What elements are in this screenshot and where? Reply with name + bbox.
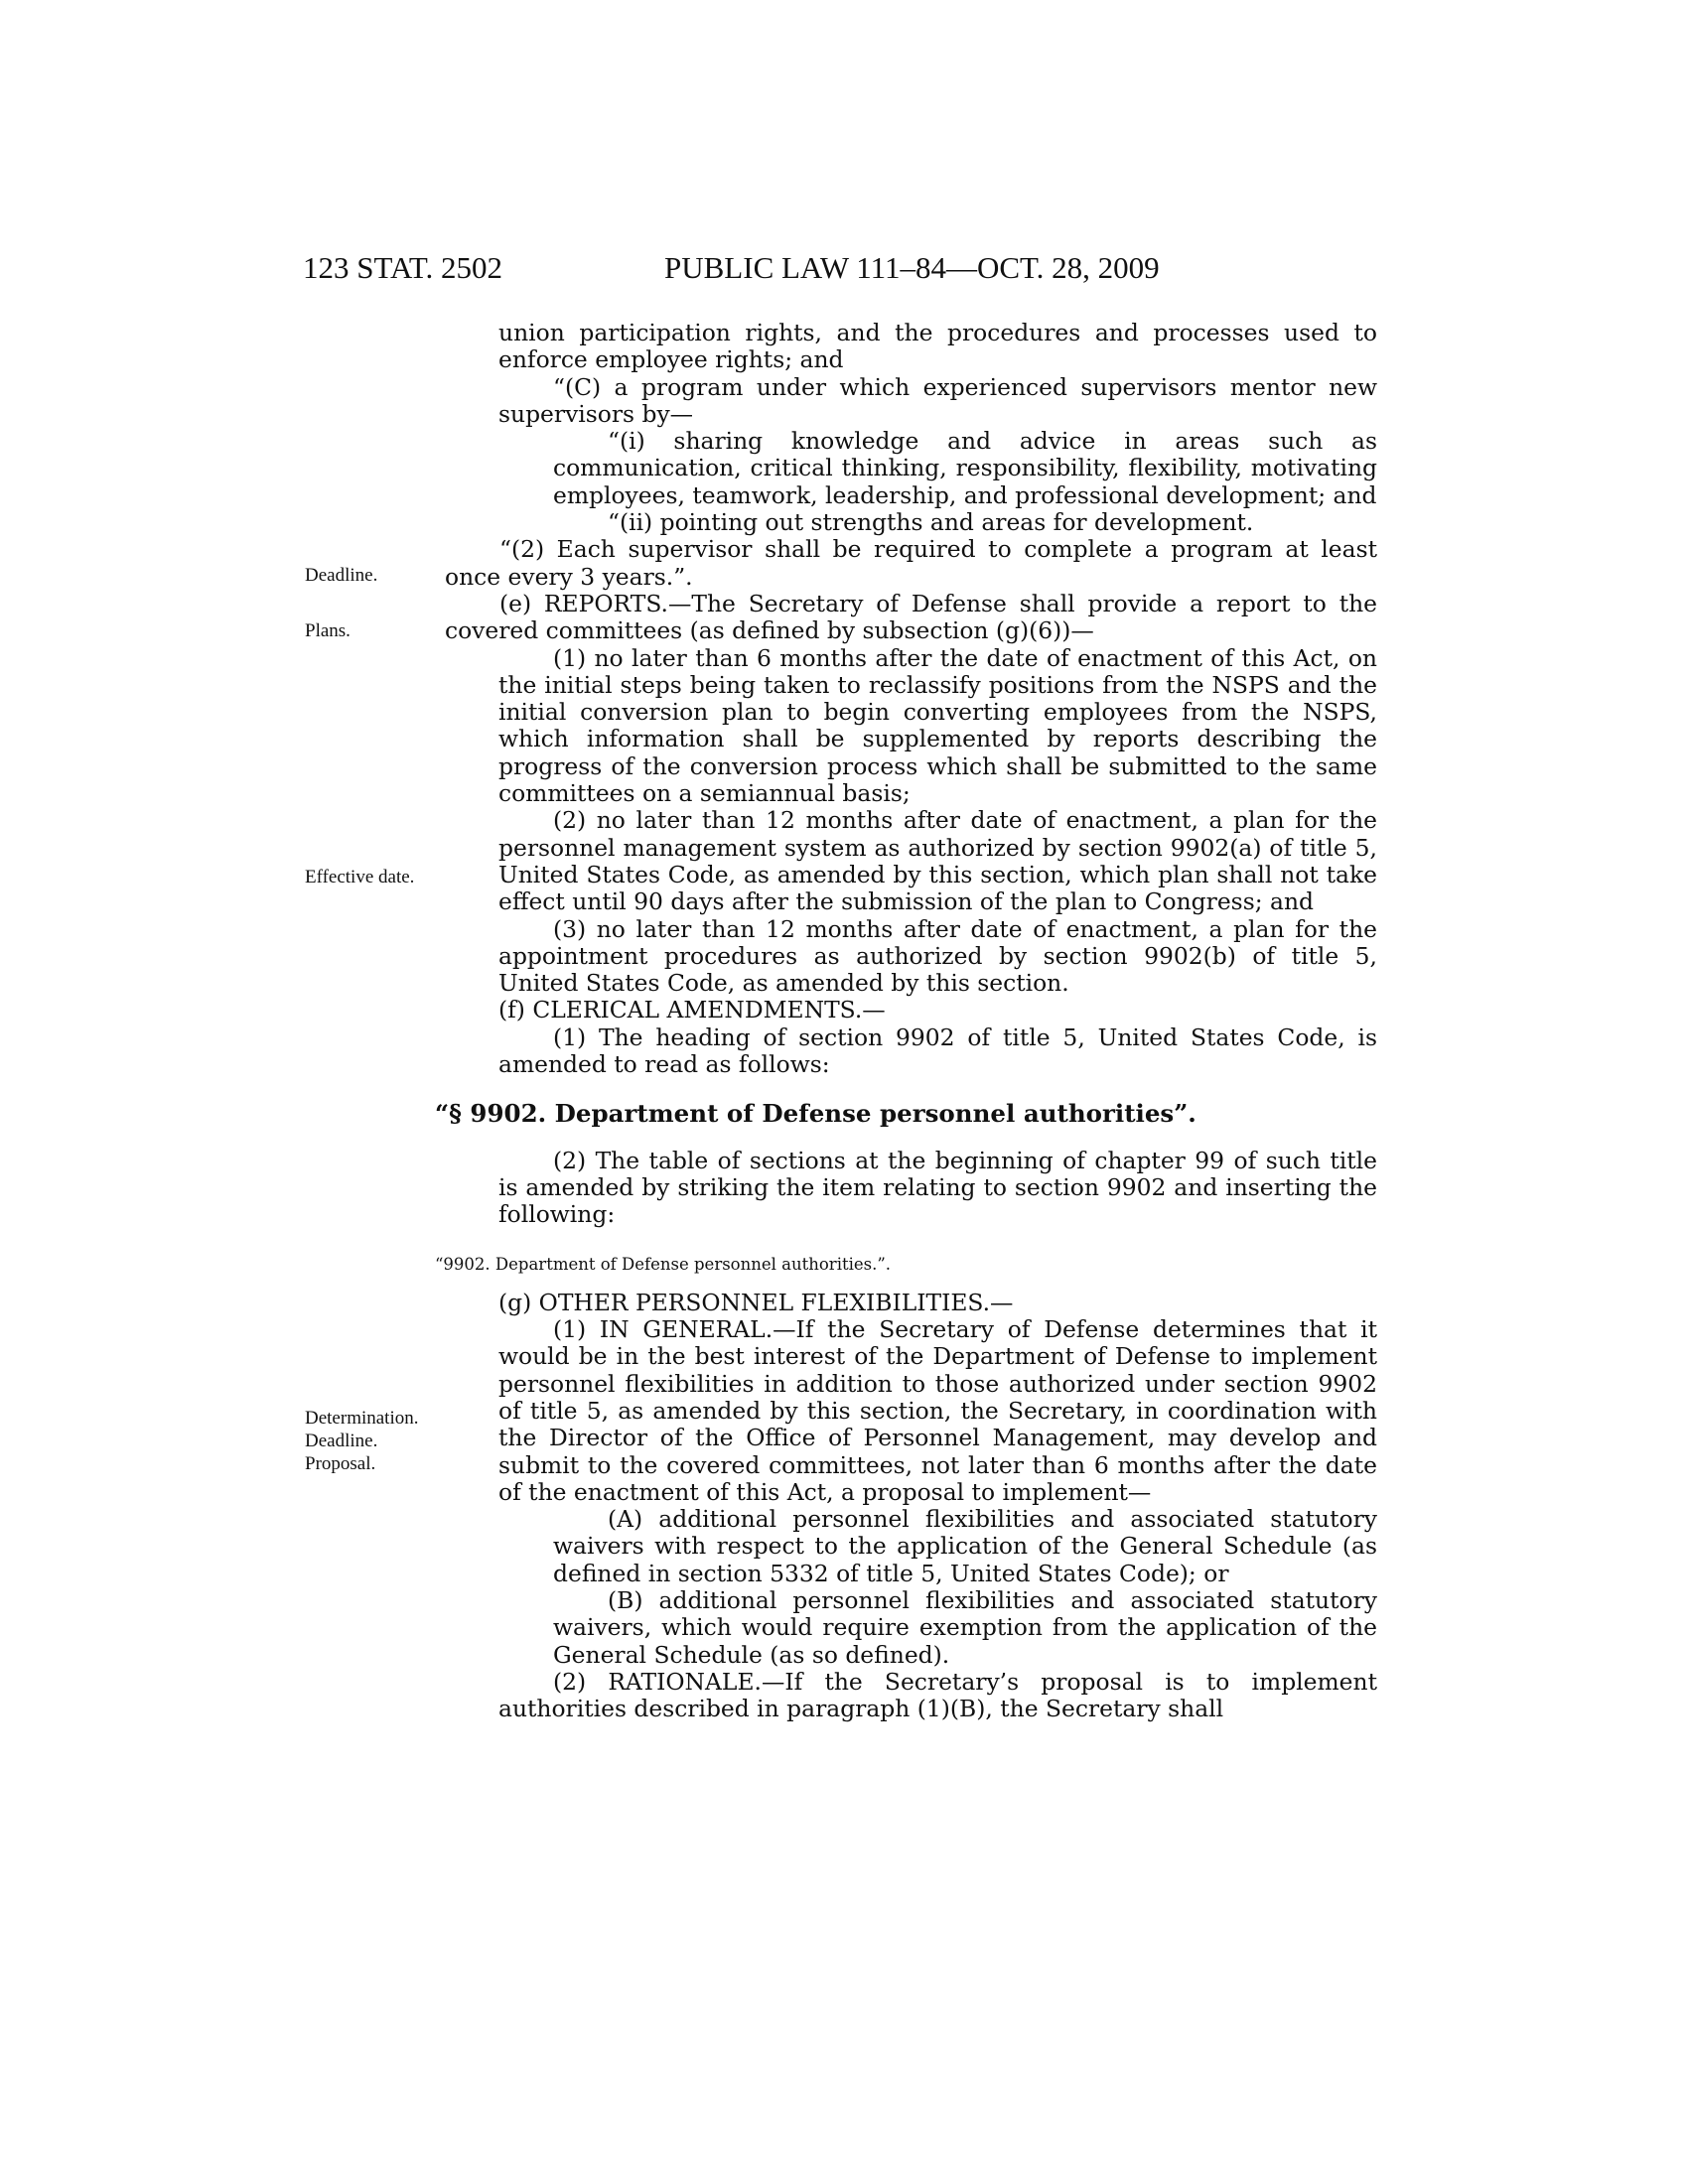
margin-note-determination: Determination. xyxy=(305,1408,419,1429)
paragraph: “(i) sharing knowledge and advice in areas such as communication, critical thinking, responsibility, flexibility, motivating employees, teamwork, leadership, and professional development; and xyxy=(553,427,1377,509)
paragraph: union participation rights, and the procedures and processes used to enforce employee rights; and xyxy=(498,319,1377,374)
law-title: PUBLIC LAW 111–84—OCT. 28, 2009 xyxy=(664,250,1160,285)
margin-note-proposal: Proposal. xyxy=(305,1453,376,1474)
margin-note-deadline-2: Deadline. xyxy=(305,1431,378,1451)
paragraph: (1) no later than 6 months after the date of enactment of this Act, on the initial steps being taken to reclassify positions from the NSPS and the initial conversion plan to begin converting employees from the NSPS, which information shall be supplemented by reports describing the progress of the conversion process which shall be submitted to the same committees on a semiannual basis; xyxy=(498,643,1377,808)
margin-note-plans: Plans. xyxy=(305,620,351,641)
stat-page-number: 123 STAT. 2502 xyxy=(303,250,503,285)
margin-note-deadline: Deadline. xyxy=(305,565,378,586)
paragraph: “(C) a program under which experienced supervisors mentor new supervisors by— xyxy=(498,372,1377,428)
paragraph: (e) REPORTS.—The Secretary of Defense shall provide a report to the covered committees (as defined by subsection (g)(6))— xyxy=(445,589,1377,645)
table-of-sections-item: “9902. Department of Defense personnel authorities.”. xyxy=(435,1254,892,1274)
paragraph: “(2) Each supervisor shall be required to complete a program at least once every 3 years.”. xyxy=(445,535,1377,591)
paragraph: (g) OTHER PERSONNEL FLEXIBILITIES.— xyxy=(498,1288,1014,1316)
body-column xyxy=(435,319,1377,1723)
paragraph: (B) additional personnel flexibilities and associated statutory waivers, which would require exemption from the application of the General Schedule (as so defined). xyxy=(553,1586,1377,1669)
paragraph: (2) no later than 12 months after date of enactment, a plan for the personnel management system as authorized by section 9902(a) of title 5, United States Code, as amended by this section, which plan shall not take effect until 90 days after the submission of the plan to Congress; and xyxy=(498,806,1377,916)
margin-note-effective-date: Effective date. xyxy=(305,867,415,887)
paragraph: (3) no later than 12 months after date of enactment, a plan for the appointment procedures as authorized by section 9902(b) of title 5, United States Code, as amended by this section. xyxy=(498,914,1377,998)
paragraph: (2) RATIONALE.—If the Secretary’s proposal is to implement authorities described in paragraph (1)(B), the Secretary shall xyxy=(498,1667,1377,1723)
section-heading: “§ 9902. Department of Defense personnel authorities”. xyxy=(435,1099,1196,1129)
paragraph: (2) The table of sections at the beginning of chapter 99 of such title is amended by striking the item relating to section 9902 and inserting the following: xyxy=(498,1146,1377,1229)
paragraph: “(ii) pointing out strengths and areas for development. xyxy=(608,508,1254,537)
paragraph: (f) CLERICAL AMENDMENTS.— xyxy=(498,996,886,1024)
page-header xyxy=(303,250,1308,290)
paragraph: (A) additional personnel flexibilities and associated statutory waivers with respect to the application of the General Schedule (as defined in section 5332 of title 5, United States Code); or xyxy=(553,1505,1377,1587)
paragraph: (1) The heading of section 9902 of title 5, United States Code, is amended to read as follows: xyxy=(498,1023,1377,1079)
paragraph: (1) IN GENERAL.—If the Secretary of Defense determines that it would be in the best interest of the Department of Defense to implement personnel flexibilities in addition to those authorized under section 9902 of title 5, as amended by this section, the Secretary, in coordination with the Director of the Office of Personnel Management, may develop and submit to the covered committees, not later than 6 months after the date of the enactment of this Act, a proposal to implement— xyxy=(498,1315,1377,1506)
